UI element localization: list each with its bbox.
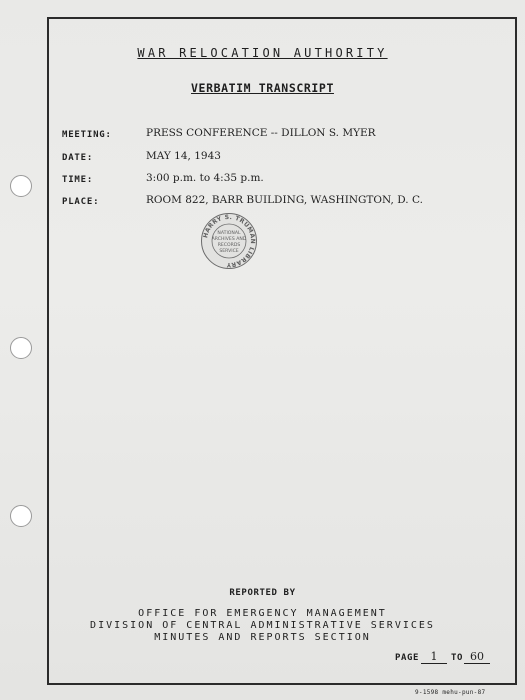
form-code: 9-1598 mehu-pun-87 xyxy=(415,689,486,696)
page-border xyxy=(47,17,517,685)
agency-title: WAR RELOCATION AUTHORITY xyxy=(137,46,388,60)
meeting-label: MEETING: xyxy=(62,130,112,140)
time-value: 3:00 p.m. to 4:35 p.m. xyxy=(146,172,264,184)
date-label: DATE: xyxy=(62,153,94,163)
punch-hole xyxy=(10,505,32,527)
stamp-line: NATIONAL xyxy=(217,231,241,236)
place-label: PLACE: xyxy=(62,197,100,207)
stamp-line: SERVICE xyxy=(219,249,239,254)
office-line: DIVISION OF CENTRAL ADMINISTRATIVE SERVICES xyxy=(90,620,435,631)
office-line: MINUTES AND REPORTS SECTION xyxy=(154,632,371,643)
date-value: MAY 14, 1943 xyxy=(146,150,221,162)
archive-stamp xyxy=(200,212,258,270)
page-label: PAGE xyxy=(395,653,420,663)
punch-hole xyxy=(10,337,32,359)
stamp-line: ARCHIVES AND xyxy=(211,237,247,242)
document-type: VERBATIM TRANSCRIPT xyxy=(191,81,334,95)
stamp-line: RECORDS xyxy=(217,243,241,248)
office-line: OFFICE FOR EMERGENCY MANAGEMENT xyxy=(138,608,387,619)
place-value: ROOM 822, BARR BUILDING, WASHINGTON, D. C. xyxy=(146,194,423,206)
reported-by-label: REPORTED BY xyxy=(229,588,296,598)
time-label: TIME: xyxy=(62,175,94,185)
page-from: 1 xyxy=(421,650,447,664)
meeting-value: PRESS CONFERENCE -- DILLON S. MYER xyxy=(146,127,376,139)
stamp-ring-text: HARRY S. TRUMAN LIBRARY xyxy=(202,213,257,269)
page-to-label: TO xyxy=(451,653,464,663)
punch-hole xyxy=(10,175,32,197)
page-to: 60 xyxy=(464,650,490,664)
